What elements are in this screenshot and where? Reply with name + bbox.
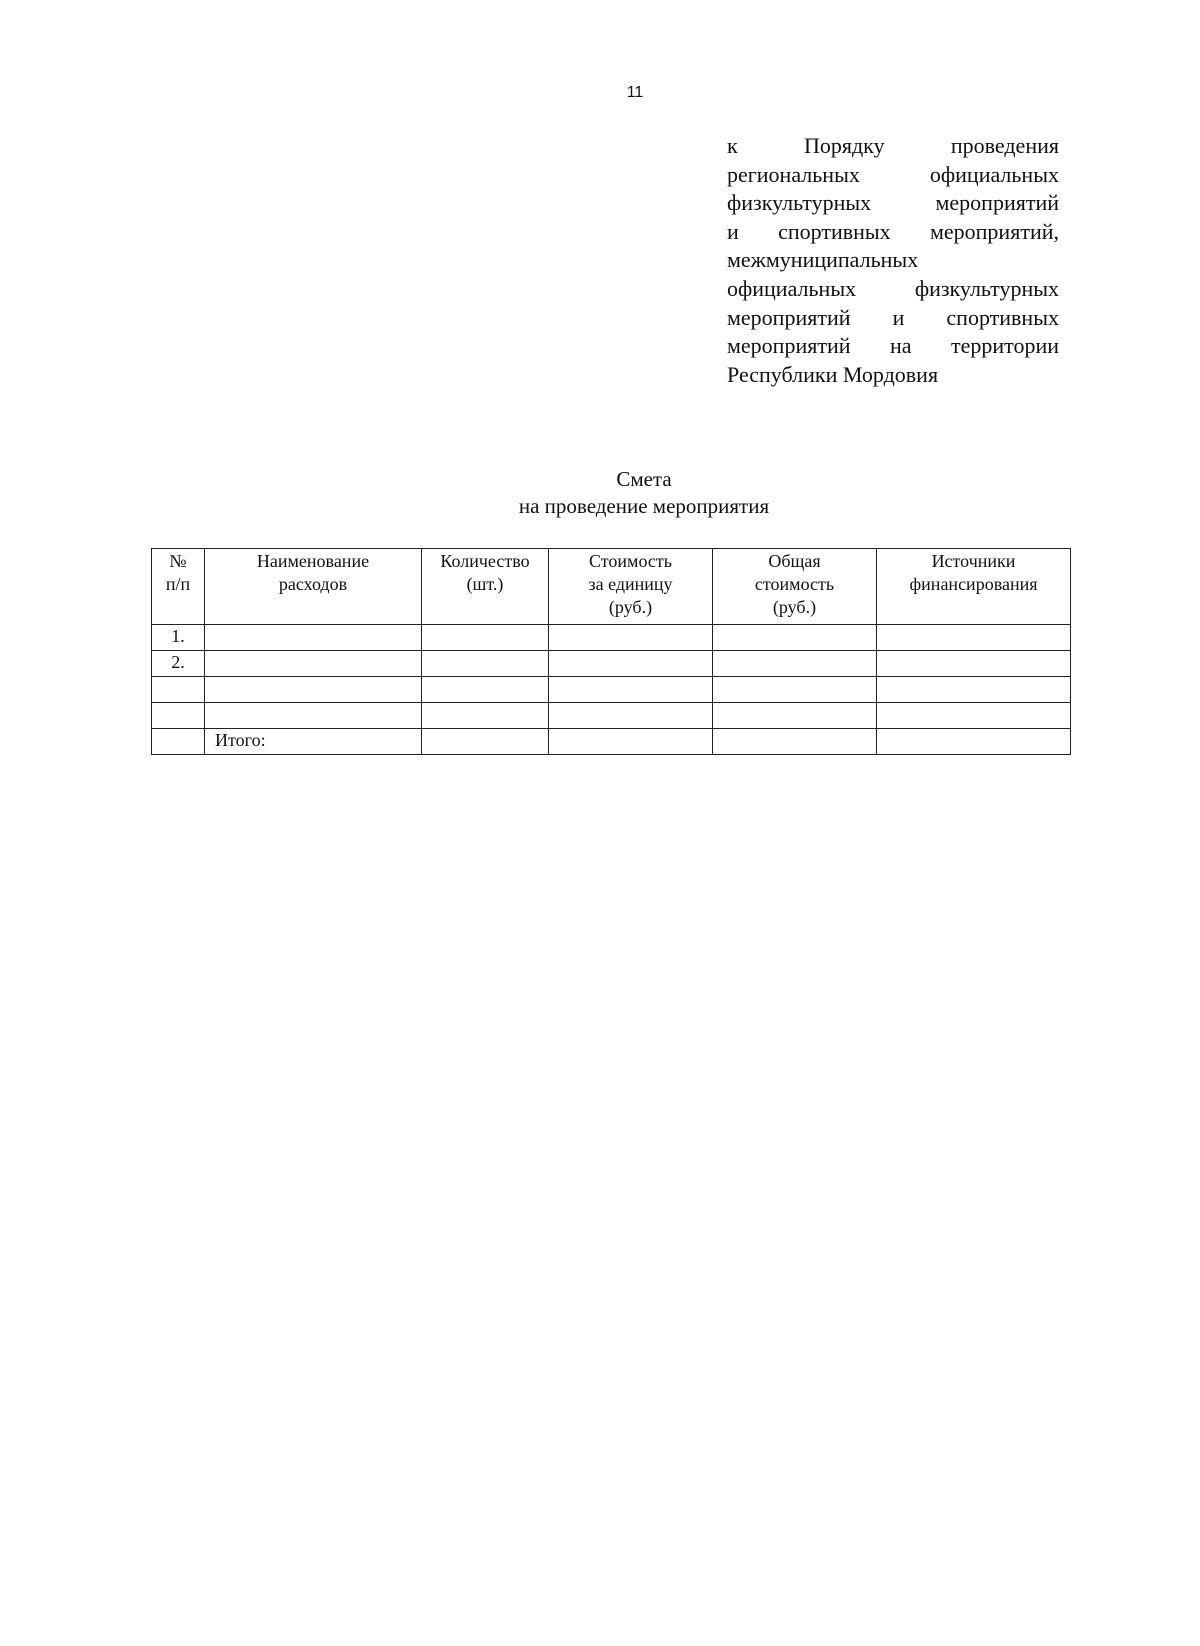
header-line: за единицу [588,574,673,594]
page-number: 11 [626,84,644,101]
title-line: Смета [616,467,672,491]
table-header-row [152,549,1071,625]
column-header-quantity [422,549,549,625]
row-number-cell: 1. [152,625,205,651]
header-line: Количество [440,551,530,571]
total-label-cell: Итого: [205,729,422,755]
quantity-cell [422,625,549,651]
header-line: финансирования [909,574,1038,594]
header-line: Стоимость [589,551,672,571]
expense-name-cell [205,651,422,677]
funding-source-cell [877,729,1071,755]
header-line: п/п [165,574,191,594]
appendix-line: Республики Мордовия [727,361,939,387]
column-header-total-cost [713,549,877,625]
header-line: Наименование [256,551,370,571]
expense-name-cell [205,625,422,651]
subtitle-line: на проведение мероприятия [518,494,770,518]
header-line: (руб.) [608,597,653,617]
total-cost-cell [713,625,877,651]
unit-cost-cell [549,625,713,651]
expense-name-cell [205,703,422,729]
appendix-reference [727,132,1059,389]
row-number-cell [152,729,205,755]
quantity-cell [422,677,549,703]
funding-source-cell [877,651,1071,677]
header-line: (руб.) [772,597,817,617]
expense-name-cell [205,677,422,703]
column-header-unit-cost [549,549,713,625]
estimate-table [151,548,1071,755]
appendix-line: мероприятий на территории [727,333,1059,359]
total-cost-cell [713,703,877,729]
header-line: № [169,551,187,571]
appendix-line: физкультурных мероприятий [727,190,1059,216]
header-line: стоимость [754,574,835,594]
total-cost-cell [713,651,877,677]
funding-source-cell [877,625,1071,651]
funding-source-cell [877,677,1071,703]
table-row [152,677,1071,703]
column-header-number [152,549,205,625]
column-header-funding-sources [877,549,1071,625]
appendix-line: региональных официальных [727,161,1059,187]
quantity-cell [422,651,549,677]
document-title [0,466,1200,520]
quantity-cell [422,729,549,755]
header-line: Общая [768,551,821,571]
appendix-line: к Порядку проведения [727,133,1059,158]
row-number-cell [152,677,205,703]
total-cost-cell [713,677,877,703]
header-line: расходов [278,574,348,594]
column-header-expense-name [205,549,422,625]
unit-cost-cell [549,651,713,677]
appendix-line: межмуниципальных [727,247,919,273]
appendix-line: мероприятий и спортивных [727,304,1059,330]
table-row [152,651,1071,677]
header-line: Источники [931,551,1016,571]
total-cost-cell [713,729,877,755]
unit-cost-cell [549,703,713,729]
appendix-line: и спортивных мероприятий, [727,218,1059,244]
row-number-cell [152,703,205,729]
row-number-cell: 2. [152,651,205,677]
unit-cost-cell [549,729,713,755]
appendix-line: официальных физкультурных [727,275,1059,301]
total-row [152,729,1071,755]
funding-source-cell [877,703,1071,729]
table-row [152,625,1071,651]
table-row [152,703,1071,729]
header-line: (шт.) [466,574,504,594]
quantity-cell [422,703,549,729]
unit-cost-cell [549,677,713,703]
